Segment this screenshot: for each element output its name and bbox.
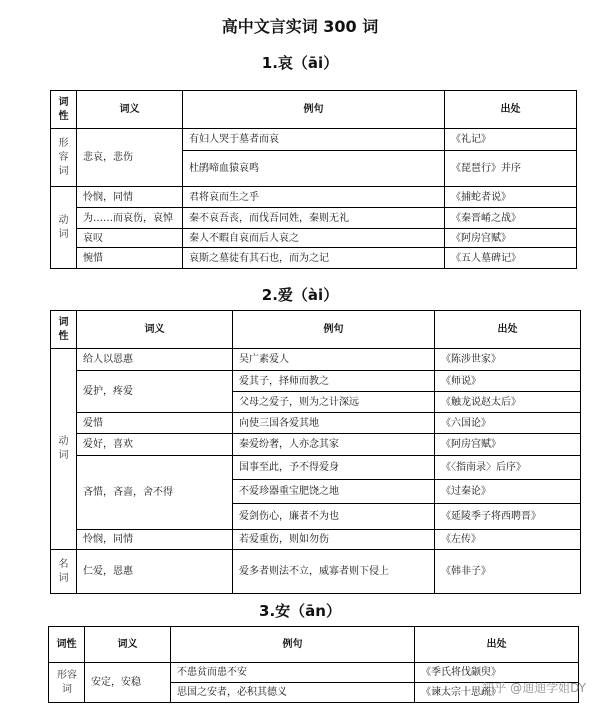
source-cell: 《季氏将伐颛臾》: [415, 663, 579, 683]
meaning-cell: 爱惜: [77, 413, 233, 434]
example-cell: 哀斯之墓徒有其石也，而为之记: [183, 248, 445, 269]
meaning-cell: 给人以恩惠: [77, 349, 233, 371]
meaning-cell: 怜悯，同情: [77, 530, 233, 550]
table-row: [51, 530, 581, 550]
meaning-cell: 惋惜: [77, 248, 183, 269]
pos-cell: 形容词: [49, 663, 85, 703]
header-meaning: 词义: [77, 91, 183, 129]
meaning-cell: 哀叹: [77, 229, 183, 248]
header-pos: 词性: [51, 91, 77, 129]
table-row: [51, 550, 581, 594]
table-header-row: [51, 311, 581, 349]
pos-cell: 名词: [51, 550, 77, 594]
example-cell: 君将哀而生之乎: [183, 187, 445, 208]
source-cell: 《谏太宗十思疏》: [415, 683, 579, 703]
source-cell: 《师说》: [435, 371, 581, 392]
source-cell: 《陈涉世家》: [435, 349, 581, 371]
example-cell: 爱剑伤心，廉者不为也: [233, 504, 435, 530]
source-cell: 《左传》: [435, 530, 581, 550]
table-row: [51, 434, 581, 456]
table-row: [51, 456, 581, 480]
source-cell: 《五人墓碑记》: [445, 248, 577, 269]
header-example: 例句: [183, 91, 445, 129]
example-cell: 父母之爱子，则为之计深远: [233, 392, 435, 413]
table-row: [51, 129, 577, 151]
pos-cell: 动词: [51, 187, 77, 269]
meaning-cell: 仁爱，恩惠: [77, 550, 233, 594]
header-source: 出处: [435, 311, 581, 349]
header-source: 出处: [445, 91, 577, 129]
table-row: [51, 208, 577, 229]
meaning-cell: 安定，安稳: [85, 663, 171, 703]
table-row: [51, 229, 577, 248]
source-cell: 《阿房宫赋》: [435, 434, 581, 456]
meaning-cell: 爱护，疼爱: [77, 371, 233, 413]
source-cell: 《延陵季子将西聘晋》: [435, 504, 581, 530]
source-cell: 《礼记》: [445, 129, 577, 151]
example-cell: 思国之安者，必积其德义: [171, 683, 415, 703]
meaning-cell: 为……而哀伤，哀悼: [77, 208, 183, 229]
example-cell: 秦爱纷奢，人亦念其家: [233, 434, 435, 456]
section-heading: 3.安（ān）: [259, 602, 341, 620]
source-cell: 《阿房宫赋》: [445, 229, 577, 248]
example-cell: 不爱珍器重宝肥饶之地: [233, 480, 435, 504]
header-source: 出处: [415, 627, 579, 663]
example-cell: 爱其子，择师而教之: [233, 371, 435, 392]
table-header-row: [51, 91, 577, 129]
header-meaning: 词义: [85, 627, 171, 663]
source-cell: 《六国论》: [435, 413, 581, 434]
source-cell: 《过秦论》: [435, 480, 581, 504]
source-cell: 《秦晋崤之战》: [445, 208, 577, 229]
example-cell: 国事至此，予不得爱身: [233, 456, 435, 480]
table-row: [51, 371, 581, 392]
header-example: 例句: [233, 311, 435, 349]
example-cell: 有妇人哭于墓者而哀: [183, 129, 445, 151]
source-cell: 《琵琶行》并序: [445, 151, 577, 187]
document-title: 高中文言实词 300 词: [221, 17, 379, 36]
table-row: [51, 349, 581, 371]
header-meaning: 词义: [77, 311, 233, 349]
watermark: 知乎 @迪迪学姐DY: [482, 681, 586, 695]
example-cell: 秦不哀吾丧，而伐吾同姓，秦则无礼: [183, 208, 445, 229]
meaning-cell: 怜悯，同情: [77, 187, 183, 208]
meaning-cell: 吝惜，吝啬，舍不得: [77, 456, 233, 530]
header-pos: 词性: [49, 627, 85, 663]
table-row: [51, 413, 581, 434]
example-cell: 杜鹃啼血猿哀鸣: [183, 151, 445, 187]
pos-cell: 形容词: [51, 129, 77, 187]
example-cell: 不患贫而患不安: [171, 663, 415, 683]
section-heading: 1.哀（āi）: [261, 54, 339, 72]
example-cell: 秦人不暇自哀而后人哀之: [183, 229, 445, 248]
word-table: [50, 310, 581, 594]
word-table: [50, 90, 577, 269]
meaning-cell: 悲哀，悲伤: [77, 129, 183, 187]
source-cell: 《捕蛇者说》: [445, 187, 577, 208]
section-heading: 2.爱（ài）: [261, 286, 339, 304]
table-row: [51, 187, 577, 208]
header-example: 例句: [171, 627, 415, 663]
source-cell: 《〈指南录〉后序》: [435, 456, 581, 480]
meaning-cell: 爱好，喜欢: [77, 434, 233, 456]
source-cell: 《韩非子》: [435, 550, 581, 594]
pos-cell: 动词: [51, 349, 77, 550]
example-cell: 向使三国各爱其地: [233, 413, 435, 434]
example-cell: 吴广素爱人: [233, 349, 435, 371]
source-cell: 《触龙说赵太后》: [435, 392, 581, 413]
example-cell: 爱多者则法不立，威寡者则下侵上: [233, 550, 435, 594]
header-pos: 词性: [51, 311, 77, 349]
table-header-row: [49, 627, 579, 663]
table-row: [51, 248, 577, 269]
example-cell: 若爱重伤，则如勿伤: [233, 530, 435, 550]
